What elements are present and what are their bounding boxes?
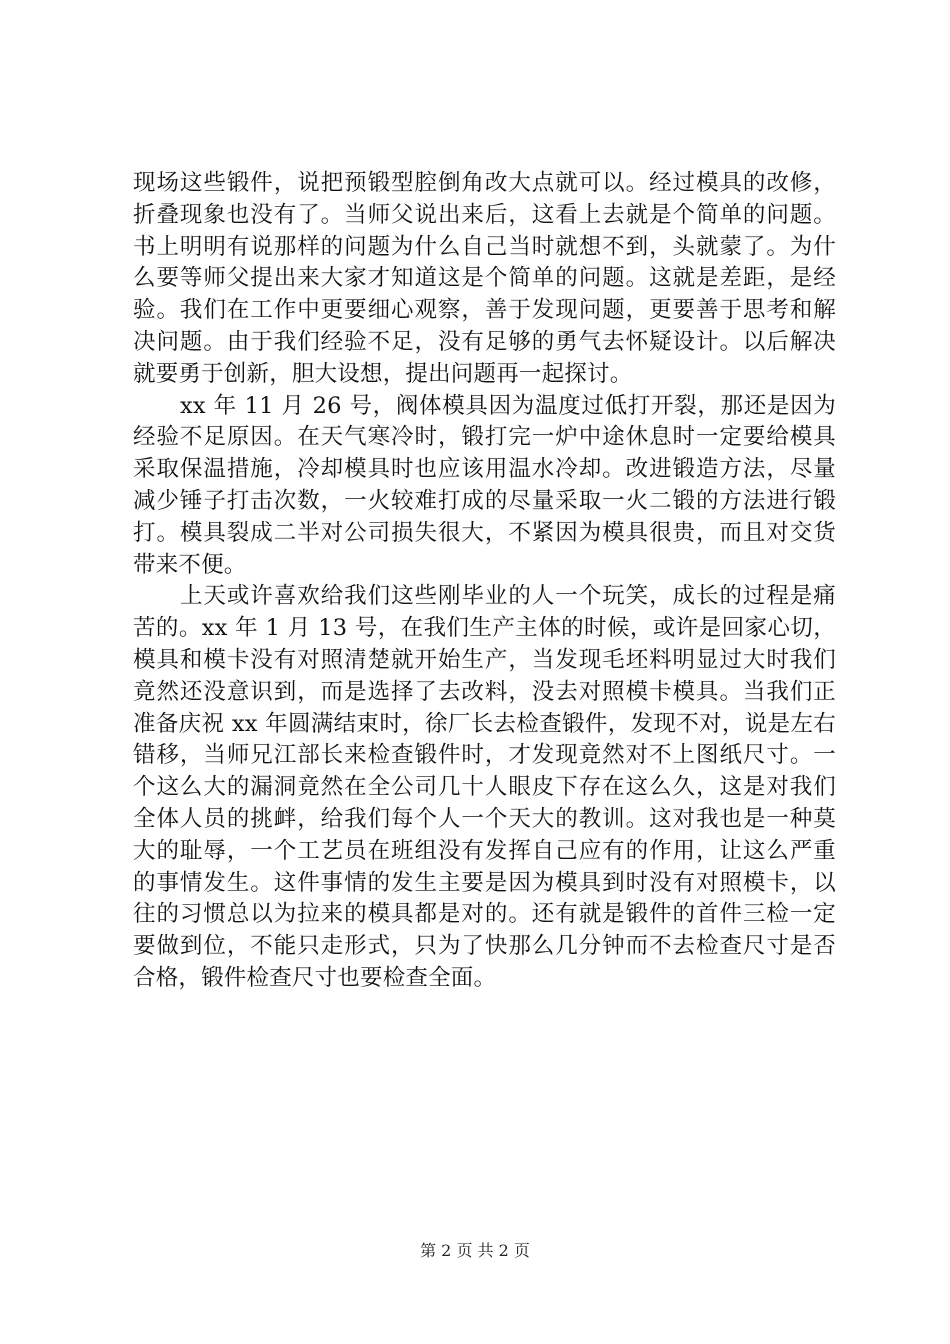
page-footer: 第 2 页 共 2 页 [420,1241,530,1260]
paragraph-mold-crack: xx 年 11 月 26 号，阀体模具因为温度过低打开裂，那还是因为经验不足原因。在天气寒冷时，锻打完一炉中途休息时一定要给模具采取保温措施，冷却模具时也应该用温水冷却。改进锻造方法，尽量减少锤子打击次数，一火较难打成的尽量采取一火二锻的方法进行锻打。模具裂成二半对公司损失很大，不紧因为模具很贵，而且对交货带来不便。 [133,392,836,578]
paragraph-continuation: 现场这些锻件，说把预锻型腔倒角改大点就可以。经过模具的改修，折叠现象也没有了。当师父说出来后，这看上去就是个简单的问题。书上明明有说那样的问题为什么自己当时就想不到，头就蒙了。为什么要等师父提出来大家才知道这是个简单的问题。这就是差距，是经验。我们在工作中更要细心观察，善于发现问题，更要善于思考和解决问题。由于我们经验不足，没有足够的勇气去怀疑设计。以后解决就要勇于创新，胆大设想，提出问题再一起探讨。 [133,170,836,387]
paragraph-mold-mismatch: 上天或许喜欢给我们这些刚毕业的人一个玩笑，成长的过程是痛苦的。xx 年 1 月 13 号，在我们生产主体的时候，或许是回家心切，模具和模卡没有对照清楚就开始生产，当发现毛坯料明显过大时我们竟然还没意识到，而是选择了去改料，没去对照模卡模具。当我们正准备庆祝 xx 年圆满结束时，徐厂长去检查锻件，发现不对，说是左右错移，当师兄江部长来检查锻件时，才发现竟然对不上图纸尺寸。一个这么大的漏洞竟然在全公司几十人眼皮下存在这么久，这是对我们全体人员的挑衅，给我们每个人一个天大的教训。这对我也是一种莫大的耻辱，一个工艺员在班组没有发挥自己应有的作用，让这么严重的事情发生。这件事情的发生主要是因为模具到时没有对照模卡，以往的习惯总以为拉来的模具都是对的。还有就是锻件的首件三检一定要做到位，不能只走形式，只为了快那么几分钟而不去检查尺寸是否合格，锻件检查尺寸也要检查全面。 [133,583,836,991]
document-body [133,168,836,995]
